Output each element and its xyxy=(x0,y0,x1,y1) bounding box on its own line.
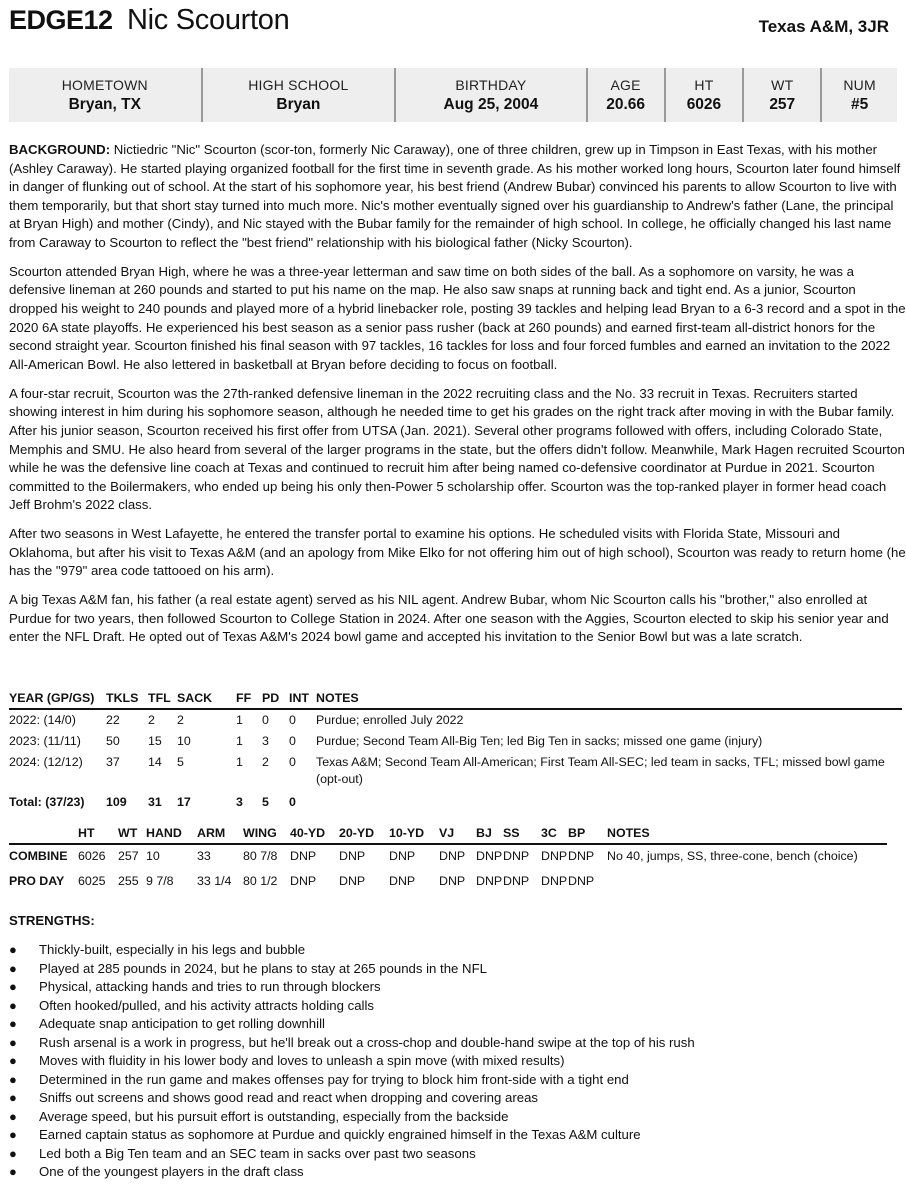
background-paragraph: A big Texas A&M fan, his father (a real estate agent) served as his NIL agent. Andrew Bubar, whom Nic Scourton calls his "brother," also enrolled at Purdue for two years, then followed Scourton to College Station in 2024. After one season with the Aggies, Scourton elected to skip his senior year and enter the NFL Draft. He opted out of Texas A&M's 2024 bowl game and accepted his invitation to the Senior Bowl but was a late scratch. xyxy=(9,592,889,645)
stats-cell: 0 xyxy=(289,795,296,810)
school-class: Texas A&M, 3JR xyxy=(758,17,889,36)
combine-cell: DNP xyxy=(389,874,416,889)
combine-header-cell: BJ xyxy=(476,824,503,844)
stats-cell: 2022: (14/0) xyxy=(9,713,76,727)
list-item xyxy=(9,997,695,1016)
strength-text: Often hooked/pulled, and his activity attracts holding calls xyxy=(39,997,375,1013)
strength-text: One of the youngest players in the draft class xyxy=(39,1164,304,1179)
info-hometown xyxy=(9,68,203,122)
background-paragraph: Scourton attended Bryan High, where he was a three-year letterman and saw time on both sides of the ball. As a sophomore on varsity, he was a defensive lineman at 260 pounds and started to put his name on the map. He also saw snaps at running back and tight end. As a junior, Scourton dropped his weight to 240 pounds and played more of a hybrid linebacker role, posting 39 tackles and helping lead Bryan to a 6-3 record and a spot in the 2020 6A state playoffs. He experienced his best season as a senior pass rusher (back at 260 pounds) and earned first-team all-district honors for the second straight year. Scourton finished his final season with 97 tackles, 16 tackles for loss and four forced fumbles and earned an invitation to the 2022 All-American Bowl. He also lettered in basketball at Bryan before deciding to focus on football. xyxy=(9,263,906,372)
stats-cell: 10 xyxy=(177,733,191,748)
bullet-icon: ● xyxy=(9,1090,17,1105)
info-label: WT xyxy=(771,76,794,93)
background-section xyxy=(9,141,906,657)
strength-text: Moves with fluidity in his lower body and loves to unleash a spin move (with mixed results) xyxy=(39,1053,565,1068)
info-label: BIRTHDAY xyxy=(455,76,527,93)
info-birthday xyxy=(396,68,588,122)
combine-cell: 6025 xyxy=(78,874,106,889)
combine-notes: No 40, jumps, SS, three-cone, bench (choice) xyxy=(607,849,858,863)
list-item xyxy=(9,1089,695,1108)
bullet-icon: ● xyxy=(9,1108,17,1124)
stats-cell: 2024: (12/12) xyxy=(9,754,83,769)
info-value: Bryan xyxy=(276,95,321,113)
combine-cell: 255 xyxy=(118,874,139,889)
background-label: BACKGROUND: xyxy=(9,142,111,157)
stats-cell: Total: (37/23) xyxy=(9,795,85,810)
combine-cell: DNP xyxy=(290,849,317,863)
stats-cell: 15 xyxy=(148,733,162,748)
stats-cell: 37 xyxy=(106,754,120,769)
info-height xyxy=(666,68,745,122)
table-row xyxy=(9,752,902,791)
bullet-icon: ● xyxy=(9,1127,17,1142)
stats-cell: 0 xyxy=(289,733,296,748)
list-item xyxy=(9,1145,695,1164)
combine-cell: 33 xyxy=(197,849,211,863)
info-value: 6026 xyxy=(686,95,722,113)
strength-text: Determined in the run game and makes offenses pay for trying to block him front-side with a tight end xyxy=(39,1071,629,1087)
stats-cell: 0 xyxy=(289,754,296,769)
bullet-icon: ● xyxy=(9,1145,17,1161)
combine-header-cell: 20-YD xyxy=(339,824,389,844)
bullet-icon: ● xyxy=(9,1016,17,1031)
strength-text: Sniffs out screens and shows good read and react when dropping and covering areas xyxy=(39,1090,539,1105)
combine-cell: DNP xyxy=(503,849,530,863)
combine-cell: 80 1/2 xyxy=(243,874,278,889)
bullet-icon: ● xyxy=(9,960,17,976)
stats-header-cell: INT xyxy=(289,689,316,709)
info-age xyxy=(588,68,666,122)
combine-notes xyxy=(607,865,887,890)
bullet-icon: ● xyxy=(9,1071,17,1087)
combine-cell: DNP xyxy=(476,849,503,863)
stats-cell: 2 xyxy=(262,754,269,769)
combine-row-label: PRO DAY xyxy=(9,874,65,889)
stats-cell: 2 xyxy=(148,713,155,727)
stats-notes xyxy=(316,790,902,813)
stats-header-row xyxy=(9,689,902,709)
bullet-icon: ● xyxy=(9,979,17,994)
bullet-icon: ● xyxy=(9,1164,17,1179)
combine-header-cell xyxy=(9,824,78,844)
list-item xyxy=(9,978,695,997)
combine-header-row xyxy=(9,824,887,844)
combine-header-cell: HT xyxy=(78,824,118,844)
combine-cell: DNP xyxy=(541,849,568,863)
stats-cell: 5 xyxy=(177,754,184,769)
stats-header-cell: PD xyxy=(262,689,289,709)
stats-cell: 1 xyxy=(236,713,243,727)
stats-cell: 31 xyxy=(148,795,162,810)
info-label: AGE xyxy=(610,76,641,93)
combine-cell: 9 7/8 xyxy=(146,874,174,889)
profile-page xyxy=(9,0,906,1179)
combine-cell: DNP xyxy=(339,849,366,863)
info-high-school xyxy=(203,68,397,122)
stats-header-cell: TKLS xyxy=(106,689,148,709)
stats-cell: 2 xyxy=(177,713,184,727)
info-weight xyxy=(744,68,822,122)
list-item xyxy=(9,1015,695,1034)
combine-cell: DNP xyxy=(476,874,503,889)
combine-cell: 10 xyxy=(146,849,160,863)
page-header xyxy=(9,0,901,46)
stats-cell: 5 xyxy=(262,795,269,810)
combine-cell: DNP xyxy=(339,874,366,889)
bullet-icon: ● xyxy=(9,1053,17,1068)
stats-cell: 109 xyxy=(106,795,127,810)
stats-cell: 14 xyxy=(148,754,162,769)
table-row xyxy=(9,709,902,731)
info-number xyxy=(822,68,897,122)
strength-text: Earned captain status as sophomore at Purdue and quickly engrained himself in the Texas A&M culture xyxy=(39,1127,641,1142)
paragraph-text: Nictiedric "Nic" Scourton (scor-ton, formerly Nic Caraway), one of three children, grew up in Timpson in East Texas, with his mother (Ashley Caraway). He started playing organized football for the first time in seventh grade. As his mother worked long hours, Scourton later found himself in danger of flunking out of school. At the start of his sophomore year, his best friend (Andrew Bubar) convinced his parents to allow Scourton to live with them temporarily, but that short stay turned into much more. Nic's mother eventually signed over his guardianship to Andrew's father (Lane, the principal at Bryan High) and mother (Cindy), and Nic stayed with the Bubar family for the remainder of high school. In college, he officially changed his last name from Caraway to Scourton to reflect the "best friend" relationship with his biological father (Nicky Scourton). xyxy=(9,142,901,250)
info-value: Bryan, TX xyxy=(68,95,141,113)
bullet-icon: ● xyxy=(9,997,17,1013)
combine-cell: DNP xyxy=(389,849,416,863)
stats-header-cell: TFL xyxy=(148,689,177,709)
combine-cell: DNP xyxy=(503,874,530,889)
combine-cell: 80 7/8 xyxy=(243,849,278,863)
strength-text: Played at 285 pounds in 2024, but he plans to stay at 265 pounds in the NFL xyxy=(39,960,487,976)
stats-header-cell: YEAR (GP/GS) xyxy=(9,689,106,709)
info-label: HIGH SCHOOL xyxy=(248,76,349,93)
list-item xyxy=(9,1034,695,1053)
combine-header-cell: HAND xyxy=(146,824,197,844)
strength-text: Thickly-built, especially in his legs and bubble xyxy=(39,942,306,957)
stats-header-cell: NOTES xyxy=(316,689,902,709)
info-bar xyxy=(9,68,897,122)
list-item xyxy=(9,960,695,979)
list-item xyxy=(9,1126,695,1145)
stats-cell: 0 xyxy=(289,713,296,727)
stats-header-cell: FF xyxy=(236,689,262,709)
stats-cell: 22 xyxy=(106,713,120,727)
info-value: #5 xyxy=(850,95,869,113)
stats-cell: 3 xyxy=(236,795,243,810)
combine-cell: 257 xyxy=(118,849,139,863)
combine-header-cell: SS xyxy=(503,824,541,844)
table-row xyxy=(9,844,887,865)
background-paragraph xyxy=(9,141,906,253)
combine-header-cell: WING xyxy=(243,824,290,844)
list-item xyxy=(9,1071,695,1090)
table-row xyxy=(9,865,887,890)
stats-notes: Purdue; Second Team All-Big Ten; led Big Ten in sacks; missed one game (injury) xyxy=(316,733,763,748)
stats-cell: 1 xyxy=(236,754,243,769)
list-item xyxy=(9,1163,695,1182)
combine-cell: DNP xyxy=(439,849,466,863)
stats-cell: 50 xyxy=(106,733,120,748)
combine-header-cell: VJ xyxy=(439,824,476,844)
strengths-list xyxy=(9,941,695,1182)
info-label: NUM xyxy=(843,76,876,93)
combine-cell: 6026 xyxy=(78,849,106,863)
combine-cell: DNP xyxy=(568,874,595,889)
stats-notes: Texas A&M; Second Team All-American; First Team All-SEC; led team in sacks, TFL; missed bowl game (opt-out) xyxy=(316,754,885,787)
combine-header-cell: 40-YD xyxy=(290,824,339,844)
strength-text: Led both a Big Ten team and an SEC team in sacks over past two seasons xyxy=(39,1145,476,1161)
position-rank: EDGE12 xyxy=(9,5,113,35)
strength-text: Physical, attacking hands and tries to run through blockers xyxy=(39,979,381,994)
info-value: 20.66 xyxy=(606,95,645,113)
bullet-icon: ● xyxy=(9,942,17,957)
combine-cell: DNP xyxy=(439,874,466,889)
player-name: Nic Scourton xyxy=(127,4,290,36)
strengths-title: STRENGTHS: xyxy=(9,913,95,928)
stats-table xyxy=(9,689,902,813)
stats-cell: 1 xyxy=(236,733,243,748)
strength-text: Adequate snap anticipation to get rolling downhill xyxy=(39,1016,325,1031)
stats-total-row xyxy=(9,790,902,813)
stats-cell: 17 xyxy=(177,795,191,810)
background-paragraph: A four-star recruit, Scourton was the 27th-ranked defensive lineman in the 2022 recruiting class and the No. 33 recruit in Texas. Recruiters started showing interest in him during his sophomore season, although he needed time to get his grades on the right track after moving in with the Bubar family. After his junior season, Scourton received his first offer from UTSA (Jan. 2021). Several other programs followed with offers, including Colorado State, Memphis and SMU. He also heard from several of the larger programs in the state, but the offers didn't follow. Meanwhile, Mark Hagen recruited Scourton while he was the defensive line coach at Texas and continued to recruit him after being named co-defensive coordinator at Purdue in 2021. Scourton committed to the Boilermakers, who ended up being his only then-Power 5 scholarship offer. Scourton was the top-ranked player in former head coach Jeff Brohm's 2022 class. xyxy=(9,385,905,513)
stats-header-cell: SACK xyxy=(177,689,236,709)
combine-cell: DNP xyxy=(290,874,317,889)
list-item xyxy=(9,1108,695,1127)
list-item xyxy=(9,1052,695,1071)
stats-cell: 0 xyxy=(262,713,269,727)
list-item xyxy=(9,941,695,960)
combine-header-cell: WT xyxy=(118,824,146,844)
stats-cell: 2023: (11/11) xyxy=(9,733,81,748)
combine-header-cell: 3C xyxy=(541,824,568,844)
strength-text: Average speed, but his pursuit effort is outstanding, especially from the backside xyxy=(39,1108,509,1124)
combine-table xyxy=(9,824,887,890)
stats-notes: Purdue; enrolled July 2022 xyxy=(316,713,464,727)
combine-header-cell: ARM xyxy=(197,824,243,844)
table-row xyxy=(9,731,902,752)
strength-text: Rush arsenal is a work in progress, but he'll break out a cross-chop and double-hand swipe at the top of his rush xyxy=(39,1034,695,1050)
info-value: Aug 25, 2004 xyxy=(443,95,539,113)
info-label: HOMETOWN xyxy=(61,76,148,93)
combine-cell: DNP xyxy=(568,849,595,863)
combine-cell: 33 1/4 xyxy=(197,874,232,889)
background-paragraph: After two seasons in West Lafayette, he entered the transfer portal to examine his options. He scheduled visits with Florida State, Missouri and Oklahoma, but after his visit to Texas A&M (and an apology from Mike Elko for not offering him out of high school), Scourton was ready to return home (he has the "979" area code tattooed on his arm). xyxy=(9,526,906,579)
combine-header-cell: 10-YD xyxy=(389,824,439,844)
combine-header-cell: NOTES xyxy=(607,824,887,844)
info-label: HT xyxy=(694,76,714,93)
combine-header-cell: BP xyxy=(568,824,607,844)
stats-cell: 3 xyxy=(262,733,269,748)
bullet-icon: ● xyxy=(9,1034,17,1050)
combine-row-label: COMBINE xyxy=(9,849,68,863)
info-value: 257 xyxy=(769,95,796,113)
combine-cell: DNP xyxy=(541,874,568,889)
